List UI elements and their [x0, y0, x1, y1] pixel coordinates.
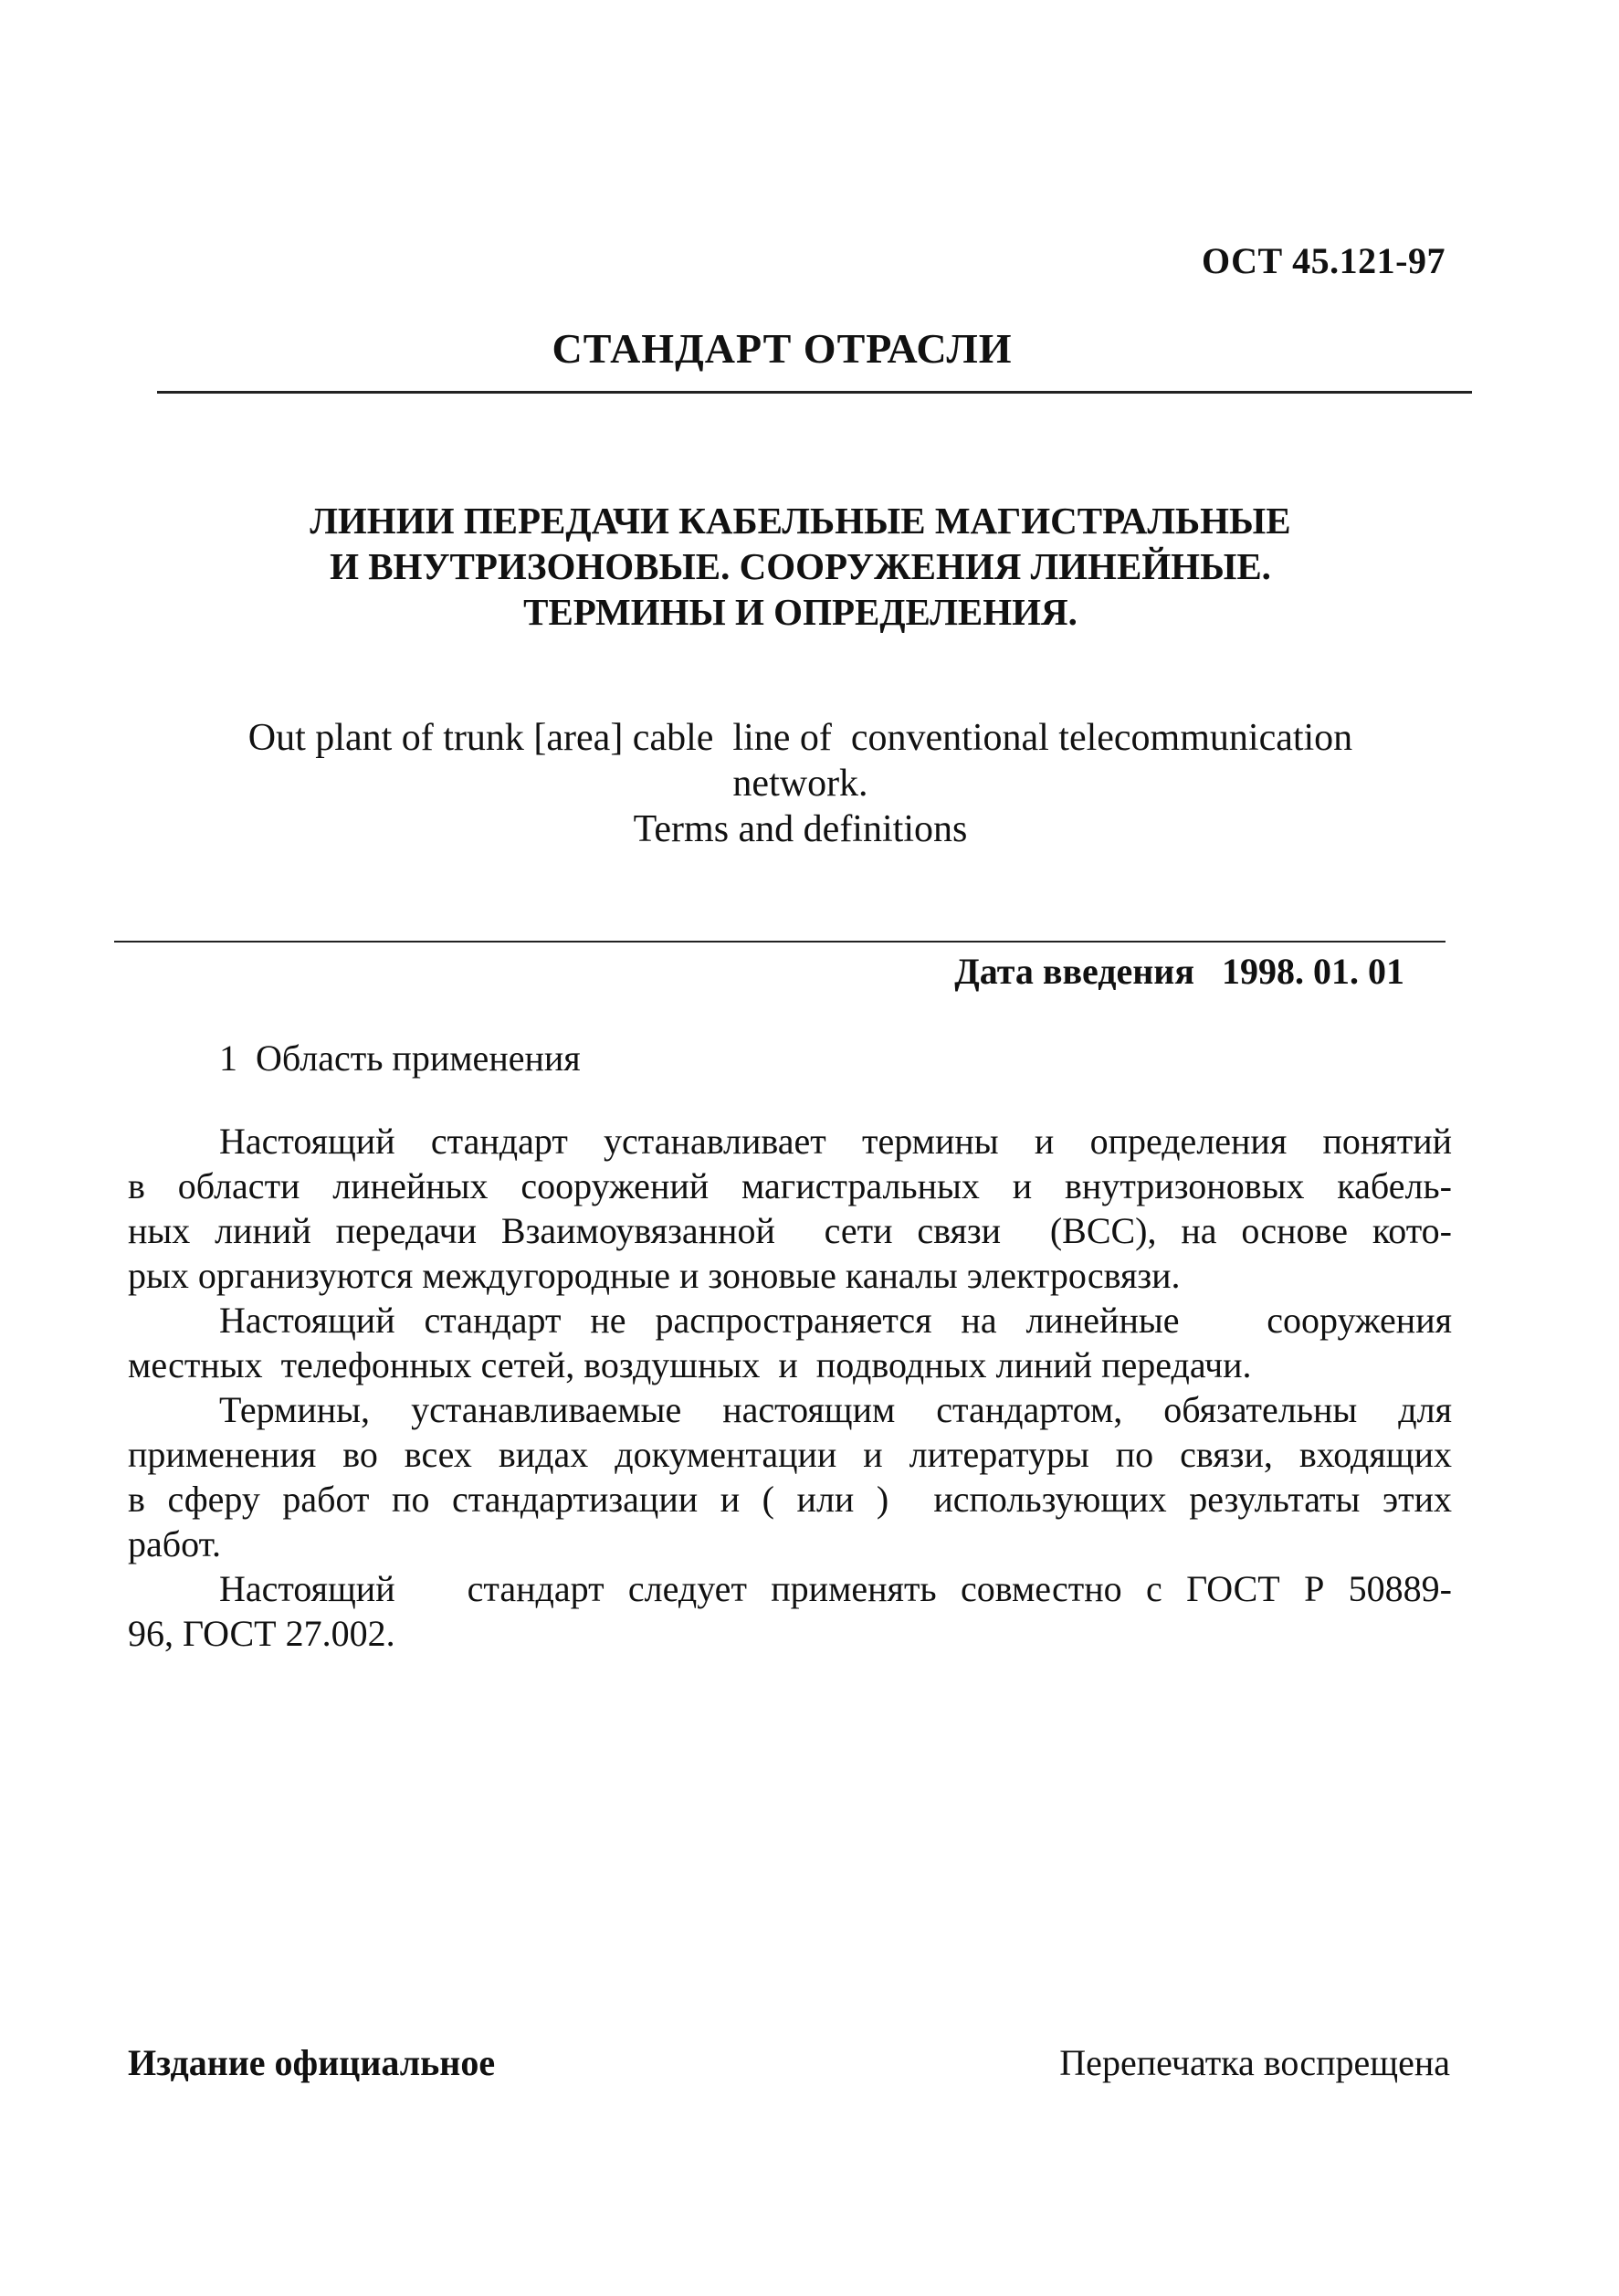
english-title-line: Out plant of trunk [area] cable line of conventional telecommunication: [247, 717, 1353, 759]
document-type-heading: СТАНДАРТ ОТРАСЛИ: [552, 325, 1013, 372]
text-line: местных телефонных сетей, воздушных и подводных линий передачи.: [128, 1344, 1252, 1385]
paragraph: [128, 1387, 1452, 1566]
introduction-date-value: 1998. 01. 01: [1222, 951, 1404, 992]
russian-title-line: И ВНУТРИЗОНОВЫЕ. СООРУЖЕНИЯ ЛИНЕЙНЫЕ.: [330, 545, 1271, 587]
official-edition-label: Издание официальное: [128, 2042, 496, 2083]
text-line: применения во всех видах документации и литературы по связи, входящих: [128, 1434, 1452, 1475]
header-divider: [157, 391, 1472, 394]
text-line: Настоящий стандарт не распространяется на линейные сооружения: [219, 1300, 1452, 1341]
section-body: [128, 1119, 1452, 1656]
text-line: 96, ГОСТ 27.002.: [128, 1613, 395, 1654]
text-line: Настоящий стандарт следует применять совместно с ГОСТ Р 50889-: [219, 1568, 1452, 1609]
introduction-date: [954, 950, 1404, 993]
reprint-prohibited-label: Перепечатка воспрещена: [1059, 2042, 1450, 2083]
text-line: Термины, устанавливаемые настоящим стандартом, обязательны для: [219, 1389, 1452, 1430]
paragraph: [128, 1566, 1452, 1656]
text-line: Настоящий стандарт устанавливает термины и определения понятий: [219, 1121, 1452, 1162]
russian-title: [0, 498, 1619, 635]
document-code: ОСТ 45.121-97: [1202, 240, 1446, 281]
date-divider: [114, 941, 1446, 943]
section-heading: 1 Область применения: [219, 1037, 581, 1079]
russian-title-line: ТЕРМИНЫ И ОПРЕДЕЛЕНИЯ.: [523, 591, 1078, 633]
russian-title-line: ЛИНИИ ПЕРЕДАЧИ КАБЕЛЬНЫЕ МАГИСТРАЛЬНЫЕ: [310, 500, 1291, 542]
text-line: работ.: [128, 1523, 222, 1564]
text-line: рых организуются междугородные и зоновые каналы электросвязи.: [128, 1255, 1181, 1296]
text-line: в области линейных сооружений магистральных и внутризоновых кабель-: [128, 1165, 1452, 1206]
paragraph: [128, 1119, 1452, 1298]
text-line: в сферу работ по стандартизации и ( или ) использующих результаты этих: [128, 1479, 1452, 1520]
text-line: ных линий передачи Взаимоувязанной сети связи (ВСС), на основе кото-: [128, 1210, 1452, 1251]
english-title-line: network.: [732, 763, 868, 805]
english-title-line: Terms and definitions: [633, 808, 968, 850]
english-title: [0, 715, 1619, 852]
paragraph: [128, 1298, 1452, 1387]
introduction-date-label: Дата введения: [954, 951, 1194, 992]
